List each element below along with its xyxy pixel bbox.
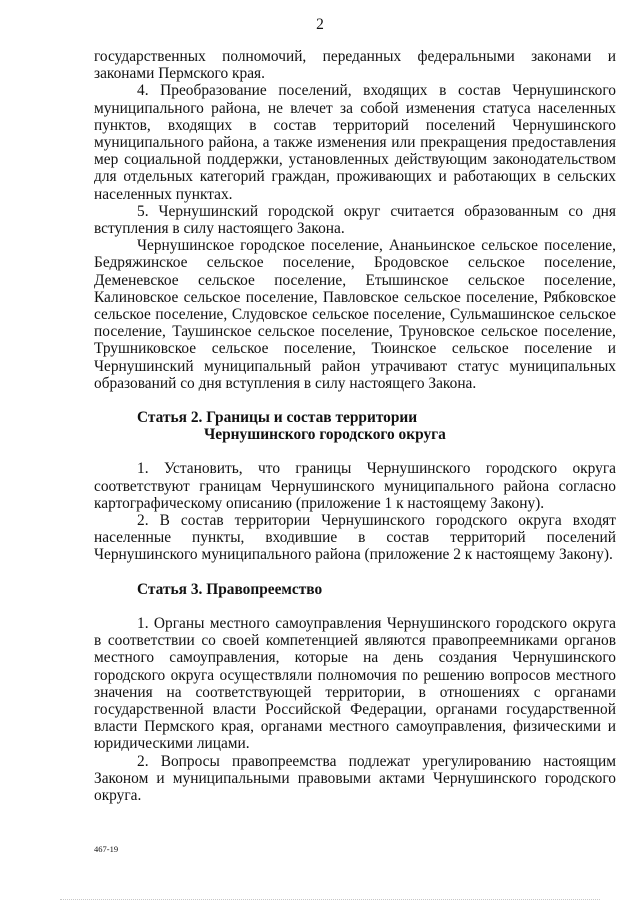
document-body	[94, 48, 616, 804]
article-2-heading	[94, 409, 616, 443]
paragraph-item-5: 5. Чернушинский городской округ считается образованным со дня вступления в силу настоящего Закона.	[94, 202, 616, 238]
article-2-paragraph-2: 2. В состав территории Чернушинского городского округа входят населенные пункты, входившие в состав территорий поселений Чернушинского муниципального района (приложение 2 к настоящему Закону).	[94, 512, 616, 564]
paragraph-settlements: Чернушинское городское поселение, Ананьинское сельское поселение, Бедряжинское сельское поселение, Бродовское сельское поселение, Деменевское сельское поселение, Етышинское сельское поселение, Калиновское сельское поселение, Павловское сельское поселение, Рябковское сельское поселение, Слудовское сельское поселение, Сульмашинское сельское поселение, Таушинское сельское поселение, Труновское сельское поселение, Трушниковское сельское поселение, Тюинское сельское поселение и Чернушинский муниципальный район утрачивают статус муниципальных образований со дня вступления в силу настоящего Закона.	[94, 237, 616, 392]
document-code: 467-19	[94, 844, 119, 854]
article-3-heading: Статья 3. Правопреемство	[137, 580, 323, 598]
article-2-paragraph-1: 1. Установить, что границы Чернушинского городского округа соответствуют границам Чернушинского муниципального района согласно картографическому описанию (приложение 1 к настоящему Закону).	[94, 460, 616, 512]
scan-edge-line	[60, 899, 600, 900]
article-2-heading-line2: Чернушинского городского округа	[204, 426, 446, 444]
page-number: 2	[316, 16, 324, 33]
article-3-paragraph-1: 1. Органы местного самоуправления Чернушинского городского округа в соответствии со своей компетенцией являются правопреемниками органов местного самоуправления, которые на день создания Чернушинского городского округа осуществляли полномочия по решению вопросов местного значения на соответствующей территории, в отношениях с органами государственной власти Российской Федерации, органами государственной власти Пермского края, органами местного самоуправления, физическими и юридическими лицами.	[94, 614, 616, 753]
paragraph-continuation: государственных полномочий, переданных федеральными законами и законами Пермского края.	[94, 48, 616, 83]
article-2-heading-line1: Статья 2. Границы и состав территории	[137, 409, 418, 427]
article-3-paragraph-2: 2. Вопросы правопреемства подлежат урегулированию настоящим Законом и муниципальными правовыми актами Чернушинского городского округа.	[94, 752, 616, 804]
paragraph-item-4: 4. Преобразование поселений, входящих в состав Чернушинского муниципального района, не влечет за собой изменения статуса населенных пунктов, входящих в состав территорий поселений Чернушинского муниципального района, а также изменения или прекращения предоставления мер социальной поддержки, установленных действующим законодательством для отдельных категорий граждан, проживающих и работающих в сельских населенных пунктах.	[94, 82, 616, 203]
